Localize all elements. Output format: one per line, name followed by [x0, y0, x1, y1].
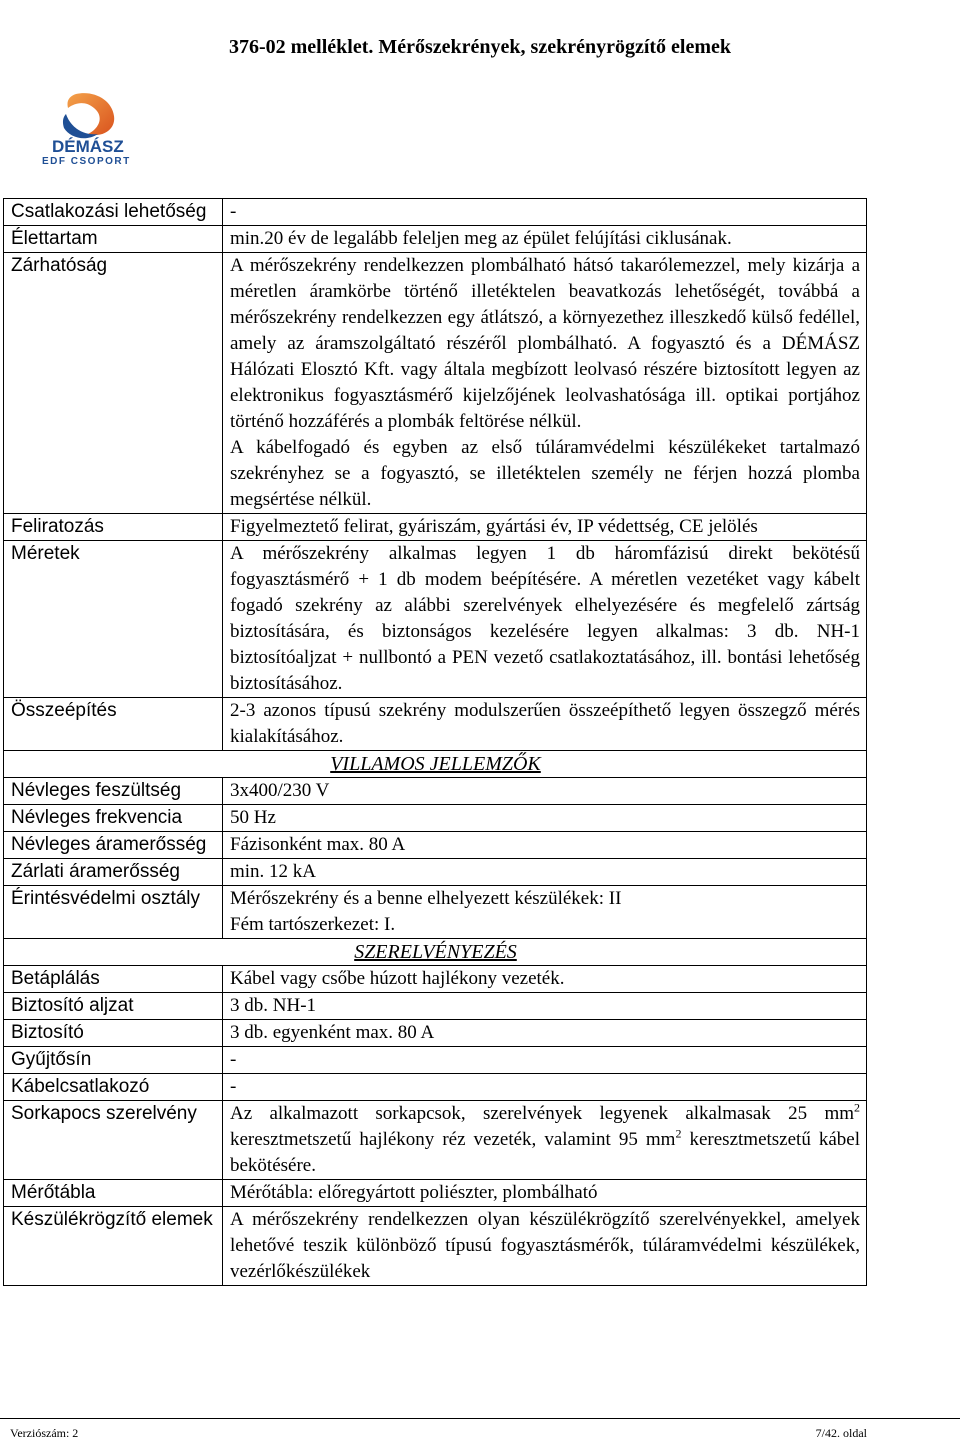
row-label: Csatlakozási lehetőség: [4, 199, 223, 226]
row-value: 3x400/230 V: [223, 778, 867, 805]
row-label: Zárhatóság: [4, 253, 223, 514]
row-value: -: [223, 199, 867, 226]
value-line: Fém tartószerkezet: I.: [230, 914, 396, 935]
table-row-meretek: [4, 541, 867, 698]
demasz-logo: [36, 86, 170, 166]
row-label: Gyűjtősín: [4, 1047, 223, 1074]
row-value: [223, 886, 867, 939]
footer-divider: [0, 1418, 960, 1419]
superscript: 2: [854, 1100, 860, 1115]
row-label: Névleges feszültség: [4, 778, 223, 805]
row-label: Zárlati áramerősség: [4, 859, 223, 886]
row-value: Mérőtábla: előregyártott poliészter, plombálható: [223, 1180, 867, 1207]
table-row-merotabla: [4, 1180, 867, 1207]
row-label: Érintésvédelmi osztály: [4, 886, 223, 939]
logo-subtitle: EDF CSOPORT: [42, 156, 131, 166]
row-label: Névleges frekvencia: [4, 805, 223, 832]
row-value: Kábel vagy csőbe húzott hajlékony vezeték.: [223, 966, 867, 993]
footer-page-number: 7/42. oldal: [815, 1426, 867, 1440]
table-row-sorkapocs: [4, 1101, 867, 1180]
row-value: Fázisonként max. 80 A: [223, 832, 867, 859]
row-value: 3 db. egyenként max. 80 A: [223, 1020, 867, 1047]
table-row-gyujtosin: [4, 1047, 867, 1074]
table-row-nevleges-feszultseg: [4, 778, 867, 805]
row-label: Sorkapocs szerelvény: [4, 1101, 223, 1180]
paragraph: A kábelfogadó és egyben az első túláramvédelmi készülékeket tartalmazó szekrényhez se a fogyasztó, se illetéktelen személy ne férjen hozzá plomba megsértése nélkül.: [230, 437, 860, 510]
table-row-elettartam: [4, 226, 867, 253]
section-header-row: [4, 751, 867, 778]
row-value: Figyelmeztető felirat, gyáriszám, gyártási év, IP védettség, CE jelölés: [223, 514, 867, 541]
demasz-logo-graphic: [36, 86, 170, 166]
value-text: keresztmetszetű hajlékony réz vezeték, valamint 95 mm: [230, 1129, 676, 1150]
value-line: Mérőszekrény és a benne elhelyezett készülékek: II: [230, 888, 622, 909]
table-row-nevleges-aramerosseg: [4, 832, 867, 859]
row-label: Névleges áramerősség: [4, 832, 223, 859]
document-title: 376-02 melléklet. Mérőszekrények, szekrényrögzítő elemek: [228, 36, 732, 58]
row-label: Biztosító: [4, 1020, 223, 1047]
value-text: keresztmetszetű kábel bekötésére.: [230, 1129, 860, 1176]
paragraph: A mérőszekrény rendelkezzen plombálható hátsó takarólemezzel, mely kizárja a méretlen áramkörbe történő illetéktelen beavatkozás lehetőségét, továbbá a mérőszekrény rendelkezzen egy átlátszó, a környezethez illeszkedő külső fedéllel, amely az áramszolgáltató részéről plombálható. A fogyasztó és a DÉMÁSZ Hálózati Elosztó Kft. vagy általa megbízott leolvasó részére biztosított legyen az elektronikus fogyasztásmérő kijelzőjének leolvashatósága ill. optikai portjához történő hozzáférés a plombák feltörése nélkül.: [230, 255, 860, 432]
section-header-row: [4, 939, 867, 966]
section-title-szerelvenyezes: SZERELVÉNYEZÉS: [4, 939, 867, 966]
specification-table: [3, 198, 867, 1286]
table-row-kabelcsatlakozo: [4, 1074, 867, 1101]
table-row-osszeepites: [4, 698, 867, 751]
row-value: 50 Hz: [223, 805, 867, 832]
row-value: -: [223, 1074, 867, 1101]
logo-name: DÉMÁSZ: [52, 137, 124, 156]
row-value: [223, 1101, 867, 1180]
row-label: Méretek: [4, 541, 223, 698]
row-value: 3 db. NH-1: [223, 993, 867, 1020]
row-label: Feliratozás: [4, 514, 223, 541]
row-label: Élettartam: [4, 226, 223, 253]
row-label: Készülékrögzítő elemek: [4, 1207, 223, 1286]
row-label: Mérőtábla: [4, 1180, 223, 1207]
table-row-feliratozas: [4, 514, 867, 541]
table-row-erintesvedelmi: [4, 886, 867, 939]
row-value: A mérőszekrény rendelkezzen olyan készülékrögzítő szerelvényekkel, amelyek lehetővé teszik különböző típusú fogyasztásmérők, túláramvédelmi készülékek, vezérlőkészülékek: [223, 1207, 867, 1286]
section-title-villamos: VILLAMOS JELLEMZŐK: [4, 751, 867, 778]
row-value: A mérőszekrény alkalmas legyen 1 db háromfázisú direkt bekötésű fogyasztásmérő + 1 db modem beépítésére. A méretlen vezetéket vagy kábelt fogadó szekrény az alábbi szerelvények elhelyezésére és megfelelő zártság biztosítására, és biztonságos kezelésére legyen alkalmas: 3 db. NH-1 biztosítóaljzat + nullbontó a PEN vezető csatlakoztatásához, ill. bontási lehetőség biztosításához.: [223, 541, 867, 698]
row-value: -: [223, 1047, 867, 1074]
table-row-zarhatosag: [4, 253, 867, 514]
table-row-zarlati: [4, 859, 867, 886]
table-row-nevleges-frekvencia: [4, 805, 867, 832]
row-value: [223, 253, 867, 514]
row-label: Betáplálás: [4, 966, 223, 993]
superscript: 2: [675, 1126, 682, 1141]
table-row-csatlakozasi: [4, 199, 867, 226]
row-value: min.20 év de legalább feleljen meg az épület felújítási ciklusának.: [223, 226, 867, 253]
table-row-biztosito: [4, 1020, 867, 1047]
row-value: 2-3 azonos típusú szekrény modulszerűen összeépíthető legyen összegző mérés kialakításához.: [223, 698, 867, 751]
value-text: Az alkalmazott sorkapcsok, szerelvények legyenek alkalmasak 25 mm: [230, 1103, 854, 1124]
table-row-keszulekrogzito: [4, 1207, 867, 1286]
row-label: Kábelcsatlakozó: [4, 1074, 223, 1101]
row-label: Összeépítés: [4, 698, 223, 751]
row-value: min. 12 kA: [223, 859, 867, 886]
footer-version: Verziószám: 2: [10, 1426, 79, 1440]
table-row-betaplalas: [4, 966, 867, 993]
table-row-biztosito-aljzat: [4, 993, 867, 1020]
row-label: Biztosító aljzat: [4, 993, 223, 1020]
